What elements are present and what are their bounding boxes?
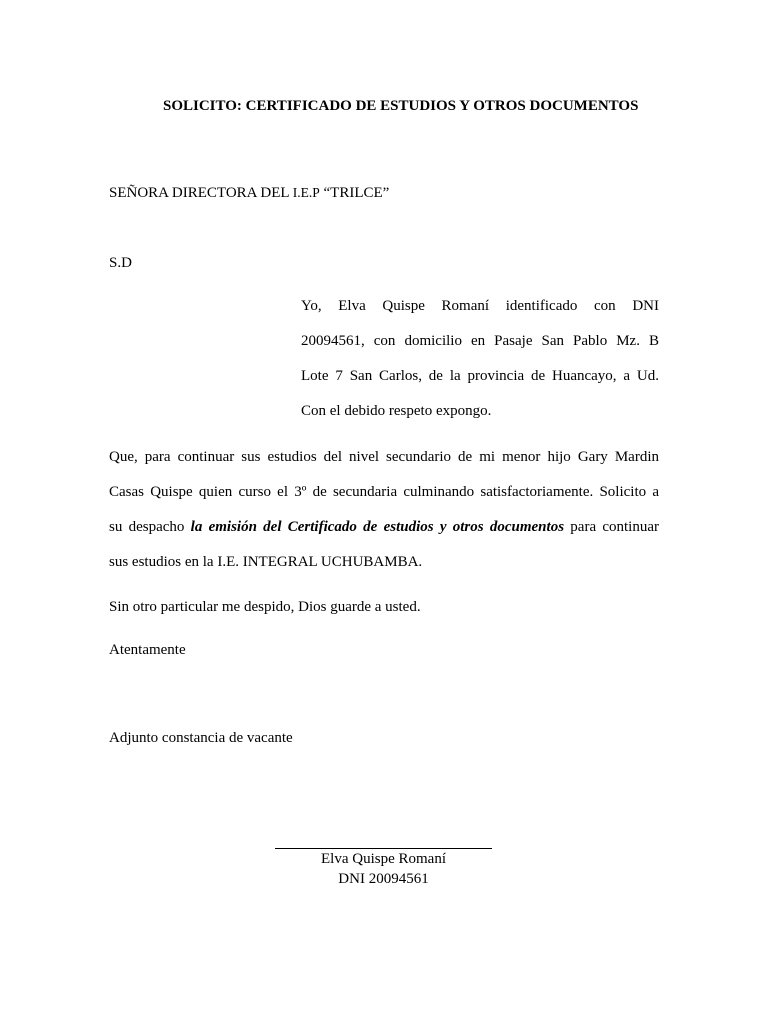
intro-line: Lote 7 San Carlos, de la provincia de Huancayo, a Ud. xyxy=(301,368,659,384)
body-paragraph xyxy=(109,447,659,587)
attachment-note: Adjunto constancia de vacante xyxy=(109,730,293,746)
addressee xyxy=(109,185,389,202)
body-line: Casas Quispe quien curso el 3º de secundaria culminando satisfactoriamente. Solicito a xyxy=(109,484,659,500)
salutation: S.D xyxy=(109,255,132,271)
regards: Atentamente xyxy=(109,642,186,658)
intro-line: Con el debido respeto expongo. xyxy=(301,403,492,419)
signature-name: Elva Quispe Romaní xyxy=(321,851,446,867)
body-text: para continuar xyxy=(570,519,660,535)
body-text: su despacho xyxy=(109,519,185,535)
signature-dni: DNI 20094561 xyxy=(338,871,429,887)
addressee-institution: I.E.P xyxy=(292,185,320,200)
body-line: sus estudios en la I.E. INTEGRAL UCHUBAMBA. xyxy=(109,554,423,570)
letter-title: SOLICITO: CERTIFICADO DE ESTUDIOS Y OTROS DOCUMENTOS xyxy=(163,98,639,114)
addressee-prefix: SEÑORA DIRECTORA DEL xyxy=(109,185,290,201)
addressee-name: “TRILCE” xyxy=(323,185,390,201)
intro-paragraph xyxy=(301,296,659,436)
body-line: Que, para continuar sus estudios del nivel secundario de mi menor hijo Gary Mardin xyxy=(109,449,659,465)
intro-line: 20094561, con domicilio en Pasaje San Pablo Mz. B xyxy=(301,333,659,349)
body-line xyxy=(109,517,659,552)
closing-sentence: Sin otro particular me despido, Dios guarde a usted. xyxy=(109,599,421,615)
signature-line xyxy=(275,848,492,849)
intro-line: Yo, Elva Quispe Romaní identificado con DNI xyxy=(301,298,659,314)
emphasized-request: la emisión del Certificado de estudios y otros documentos xyxy=(190,519,565,535)
